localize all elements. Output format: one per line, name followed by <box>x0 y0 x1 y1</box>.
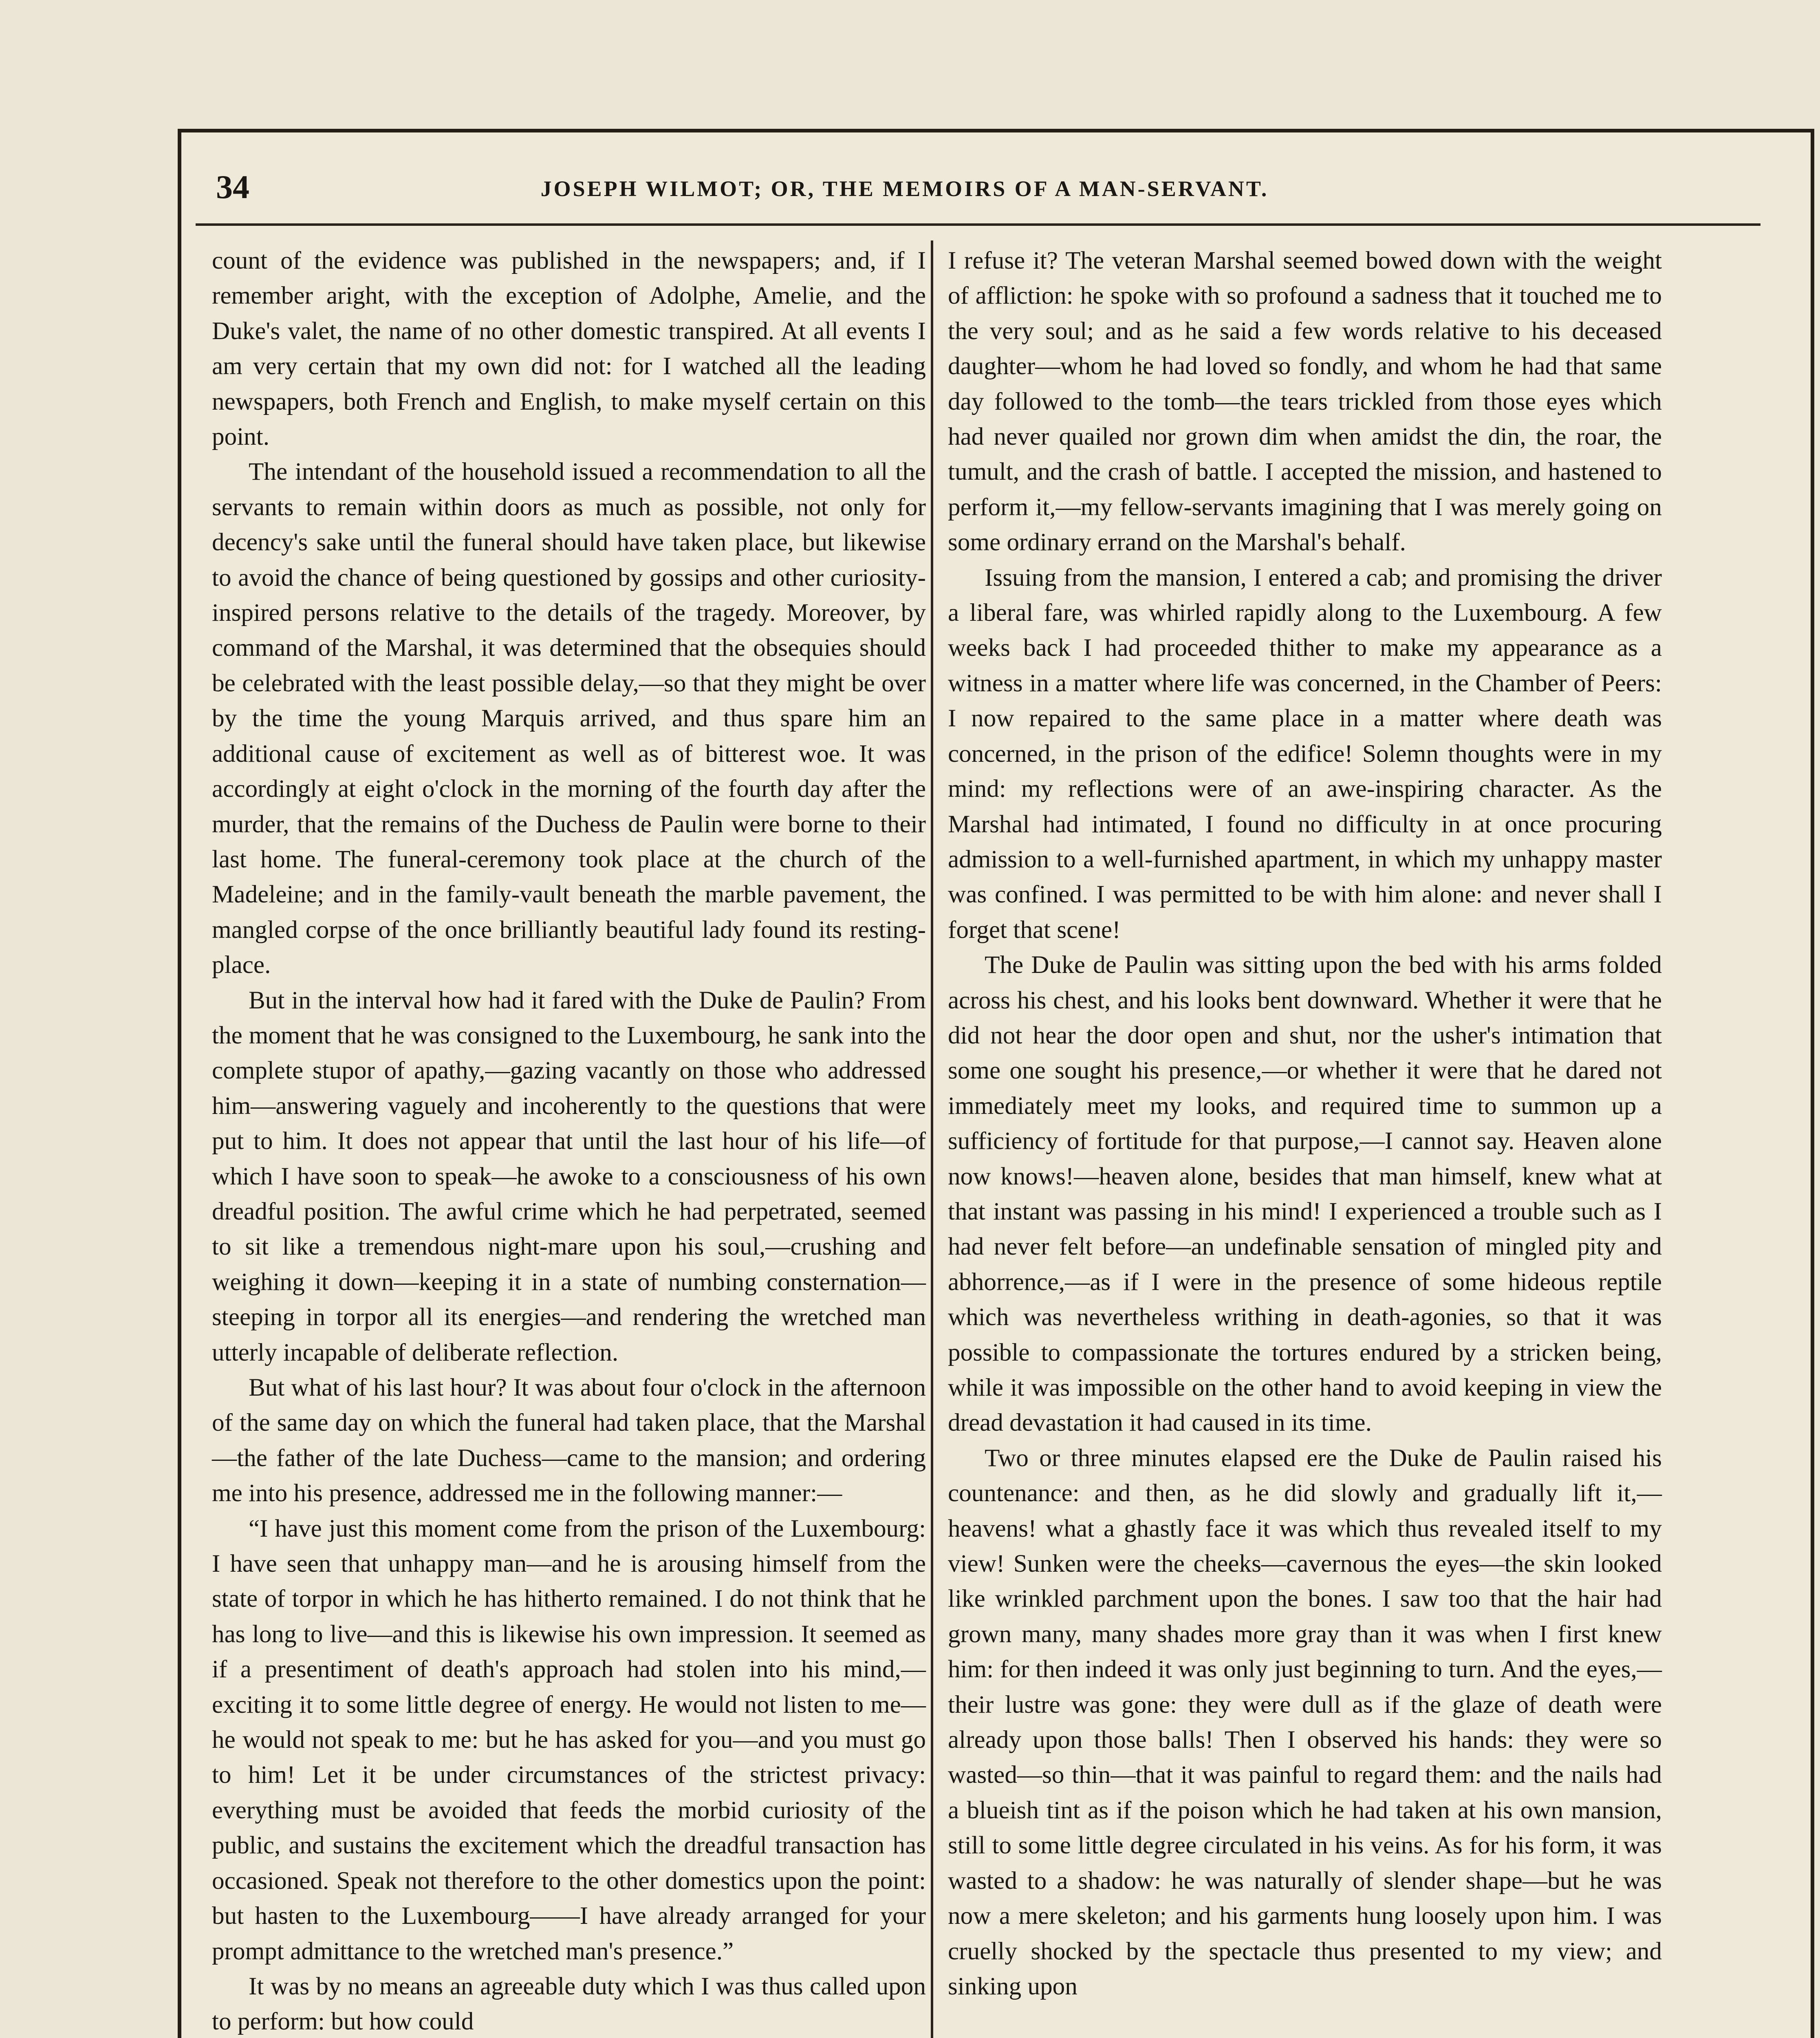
running-head: JOSEPH WILMOT; OR, THE MEMOIRS OF A MAN-SERVANT. <box>540 176 1269 201</box>
paragraph: “I have just this moment come from the prison of the Luxembourg: I have seen that unhappy man—and he is arousing himself from the state of torpor in which he has hitherto remained. I do not think that he has long to live—and this is likewise his own impression. It seemed as if a presentiment of death's approach had stolen into his mind,—exciting it to some little degree of energy. He would not listen to me—he would not speak to me: but he has asked for you—and you must go to him! Let it be under circumstances of the strictest privacy: everything must be avoided that feeds the morbid curiosity of the public, and sustains the excitement which the dreadful transaction has occasioned. Speak not therefore to the other domestics upon the point: but hasten to the Luxembourg——I have already arranged for your prompt admittance to the wretched man's presence.” <box>212 1514 926 1965</box>
paragraph: Issuing from the mansion, I entered a cab; and promising the driver a liberal fare, was whirled rapidly along to the Luxembourg. A few weeks back I had proceeded thither to make my appearance as a witness in a matter where life was concerned, in the Chamber of Peers: I now repaired to the same place in a matter where death was concerned, in the prison of the edifice! Solemn thoughts were in my mind: my reflections were of an awe-inspiring character. As the Marshal had intimated, I found no difficulty in at once procuring admission to a well-furnished apartment, in which my unhappy master was confined. I was permitted to be with him alone: and never shall I forget that scene! <box>948 563 1662 944</box>
page-number: 34 <box>216 168 249 205</box>
right-column <box>948 243 1662 2004</box>
paragraph: But in the interval how had it fared with the Duke de Paulin? From the moment that he was consigned to the Luxembourg, he sank into the complete stupor of apathy,—gazing vacantly on those who addressed him—answering vaguely and incoherently to the questions that were put to him. It does not appear that until the last hour of his life—of which I have soon to speak—he awoke to a consciousness of his own dreadful position. The awful crime which he had perpetrated, seemed to sit like a tremendous night-mare upon his soul,—crushing and weighing it down—keeping it in a state of numbing consternation—steeping in torpor all its energies—and rendering the wretched man utterly incapable of deliberate reflection. <box>212 986 926 1366</box>
paragraph: It was by no means an agreeable duty which I was thus called upon to perform: but how could <box>212 1972 926 2036</box>
header-rule <box>196 223 1761 226</box>
page-header <box>179 165 1630 214</box>
paragraph: But what of his last hour? It was about four o'clock in the afternoon of the same day on which the funeral had taken place, that the Marshal—the father of the late Duchess—came to the mansion; and ordering me into his presence, addressed me in the following manner:— <box>212 1374 926 1507</box>
paragraph: I refuse it? The veteran Marshal seemed bowed down with the weight of affliction: he spoke with so profound a sadness that it touched me to the very soul; and as he said a few words relative to his deceased daughter—whom he had loved so fondly, and whom he had that same day followed to the tomb—the tears trickled from those eyes which had never quailed nor grown dim when amidst the din, the roar, the tumult, and the crash of battle. I accepted the mission, and hastened to perform it,—my fellow-servants imagining that I was merely going on some ordinary errand on the Marshal's behalf. <box>948 247 1662 556</box>
paragraph: The Duke de Paulin was sitting upon the bed with his arms folded across his chest, and his looks bent downward. Whether it were that he did not hear the door open and shut, nor the usher's intimation that some one sought his presence,—or whether it were that he dared not immediately meet my looks, and required time to summon up a sufficiency of fortitude for that purpose,—I cannot say. Heaven alone now knows!—heaven alone, besides that man himself, knew what at that instant was passing in his mind! I experienced a trouble such as I had never felt before—an undefinable sensation of mingled pity and abhorrence,—as if I were in the presence of some hideous reptile which was nevertheless writhing in death-agonies, so that it was possible to compassionate the tortures endured by a stricken being, while it was impossible on the other hand to avoid keeping in view the dread devastation it had caused in its time. <box>948 951 1662 1437</box>
paragraph: The intendant of the household issued a recommendation to all the servants to remain within doors as much as possible, not only for decency's sake until the funeral should have taken place, but likewise to avoid the chance of being questioned by gossips and other curiosity-inspired persons relative to the details of the tragedy. Moreover, by command of the Marshal, it was determined that the obsequies should be celebrated with the least possible delay,—so that they might be over by the time the young Marquis arrived, and thus spare him an additional cause of excitement as well as of bitterest woe. It was accordingly at eight o'clock in the morning of the fourth day after the murder, that the remains of the Duchess de Paulin were borne to their last home. The funeral-ceremony took place at the church of the Madeleine; and in the family-vault beneath the marble pavement, the mangled corpse of the once brilliantly beautiful lady found its resting-place. <box>212 458 926 979</box>
column-divider <box>931 240 933 2038</box>
paragraph: Two or three minutes elapsed ere the Duke de Paulin raised his countenance: and then, as he did slowly and gradually lift it,—heavens! what a ghastly face it was which thus revealed itself to my view! Sunken were the cheeks—cavernous the eyes—the skin looked like wrinkled parchment upon the bones. I saw too that the hair had grown many, many shades more gray than it was when I first knew him: for then indeed it was only just beginning to turn. And the eyes,—their lustre was gone: they were dull as if the glaze of death were already upon those balls! Then I observed his hands: they were so wasted—so thin—that it was painful to regard them: and the nails had a blueish tint as if the poison which he had taken at his own mansion, still to some little degree circulated in his veins. As for his form, it was wasted to a shadow: he was naturally of slender shape—but he was now a mere skeleton; and his garments hung loosely upon him. I was cruelly shocked by the spectacle thus presented to my view; and sinking upon <box>948 1444 1662 2000</box>
left-column <box>212 243 926 2038</box>
paragraph: count of the evidence was published in the newspapers; and, if I remember aright, with the exception of Adolphe, Amelie, and the Duke's valet, the name of no other domestic transpired. At all events I am very certain that my own did not: for I watched all the leading newspapers, both French and English, to make myself certain on this point. <box>212 247 926 451</box>
